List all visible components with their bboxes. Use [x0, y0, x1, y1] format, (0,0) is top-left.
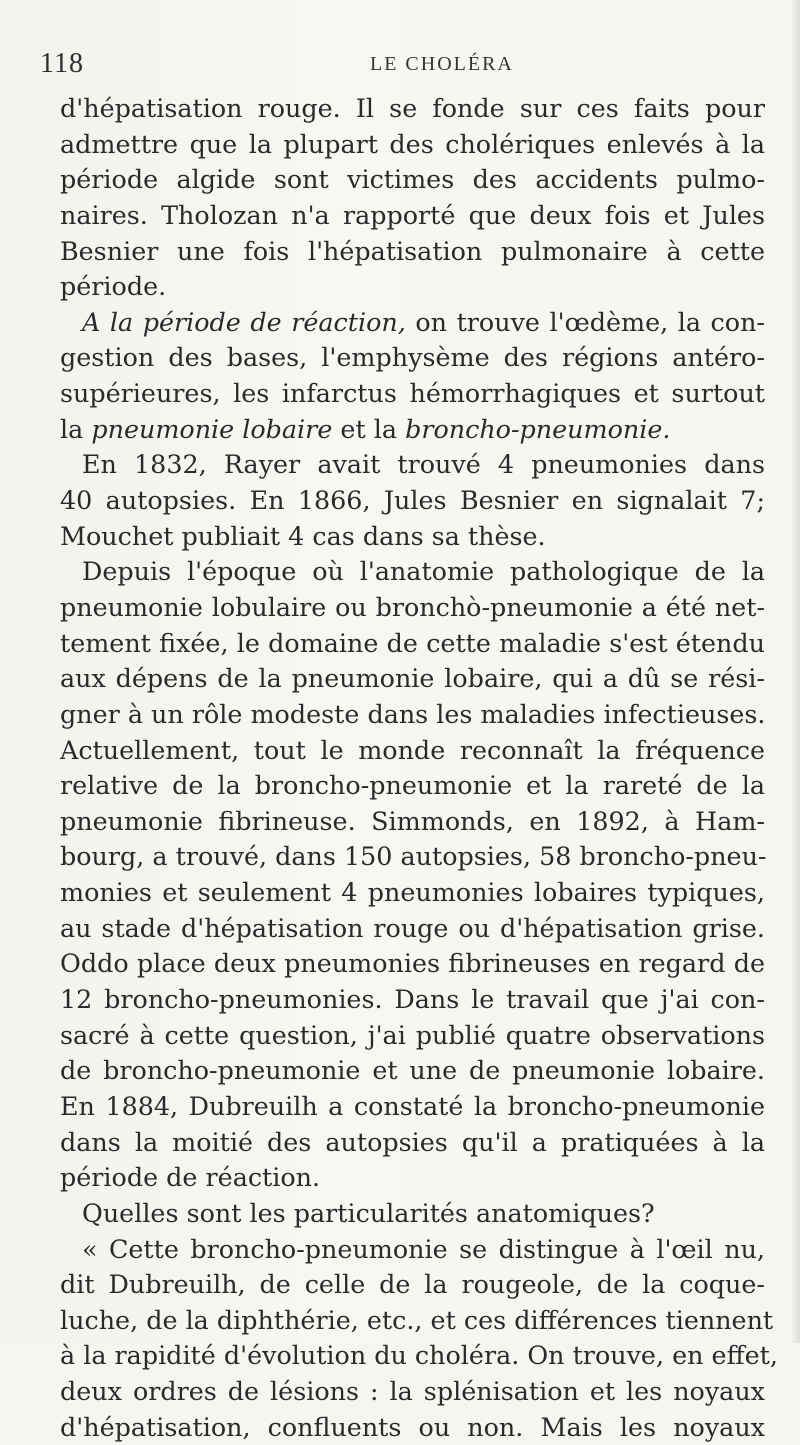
text-line: supérieures, les infarctus hémorrhagiques et surtout — [60, 378, 765, 409]
text-segment: et la — [332, 413, 406, 444]
text-line: relative de la broncho-pneumonie et la rareté de la — [60, 770, 765, 801]
text-line: deux ordres de lésions : la splénisation et les noyaux — [60, 1376, 765, 1407]
text-line: gner à un rôle modeste dans les maladies infectieuses. — [60, 698, 766, 729]
text-line: Oddo place deux pneumonies fibrineuses en regard de — [60, 948, 765, 979]
body-text — [60, 91, 778, 1445]
running-title: LE CHOLÉRA — [370, 53, 514, 75]
text-line: période algide sont victimes des accidents pulmo- — [60, 164, 765, 195]
page-number: 118 — [40, 48, 84, 79]
text-line: à la rapidité d'évolution du choléra. On trouve, en effet, — [60, 1340, 778, 1371]
text-line: 40 autopsies. En 1866, Jules Besnier en signalait 7; — [60, 485, 765, 516]
text-line: période de réaction. — [60, 1162, 321, 1193]
text-line: Mouchet publiait 4 cas dans sa thèse. — [60, 520, 546, 551]
text-line: luche, de la diphthérie, etc., et ces différences tiennent — [60, 1304, 774, 1335]
text-line: « Cette broncho-pneumonie se distingue à l'œil nu, — [82, 1233, 765, 1264]
text-line: aux dépens de la pneumonie lobaire, qui a dû se rési- — [60, 663, 765, 694]
text-segment: on trouve l'œdème, la con- — [405, 306, 765, 337]
text-line: Quelles sont les particularités anatomiques? — [82, 1197, 655, 1228]
text-line: En 1832, Rayer avait trouvé 4 pneumonies dans — [82, 449, 765, 480]
italic-phrase: broncho-pneumonie. — [405, 413, 671, 444]
italic-phrase: pneumonie lobaire — [91, 413, 333, 444]
text-line: monies et seulement 4 pneumonies lobaires typiques, — [60, 877, 765, 908]
text-line: pneumonie lobulaire ou bronchò-pneumonie a été net- — [60, 591, 765, 622]
text-line: pneumonie fibrineuse. Simmonds, en 1892, à Ham- — [60, 805, 765, 836]
text-line: d'hépatisation, confluents ou non. Mais les noyaux — [60, 1411, 765, 1442]
text-line: gestion des bases, l'emphysème des régions antéro- — [60, 342, 765, 373]
text-line: bourg, a trouvé, dans 150 autopsies, 58 broncho-pneu- — [60, 841, 767, 872]
text-line: dit Dubreuilh, de celle de la rougeole, de la coque- — [60, 1269, 765, 1300]
text-line: Depuis l'époque où l'anatomie pathologique de la — [82, 556, 765, 587]
text-line: au stade d'hépatisation rouge ou d'hépatisation grise. — [60, 912, 765, 943]
text-line: d'hépatisation rouge. Il se fonde sur ces faits pour — [60, 93, 765, 123]
text-line — [60, 412, 765, 448]
text-line: En 1884, Dubreuilh a constaté la broncho-pneumonie — [60, 1090, 765, 1121]
text-line: sacré à cette question, j'ai publié quatre observations — [60, 1019, 765, 1050]
text-line: admettre que la plupart des cholériques enlevés à la — [60, 128, 765, 159]
text-line — [60, 305, 765, 341]
text-line: tement fixée, le domaine de cette maladie s'est étendu — [60, 627, 765, 658]
text-line: période. — [60, 271, 167, 302]
text-line: 12 broncho-pneumonies. Dans le travail que j'ai con- — [60, 984, 765, 1015]
running-head — [40, 48, 740, 78]
page-edge-shadow — [790, 0, 800, 1343]
text-line: Actuellement, tout le monde reconnaît la fréquence — [60, 734, 765, 765]
italic-phrase: A la période de réaction, — [82, 306, 406, 337]
text-line: dans la moitié des autopsies qu'il a pratiquées à la — [60, 1126, 765, 1157]
text-line: naires. Tholozan n'a rapporté que deux fois et Jules — [60, 199, 765, 230]
text-segment: la — [60, 413, 92, 444]
text-line: Besnier une fois l'hépatisation pulmonaire à cette — [60, 235, 765, 266]
text-line: de broncho-pneumonie et une de pneumonie lobaire. — [60, 1055, 765, 1086]
